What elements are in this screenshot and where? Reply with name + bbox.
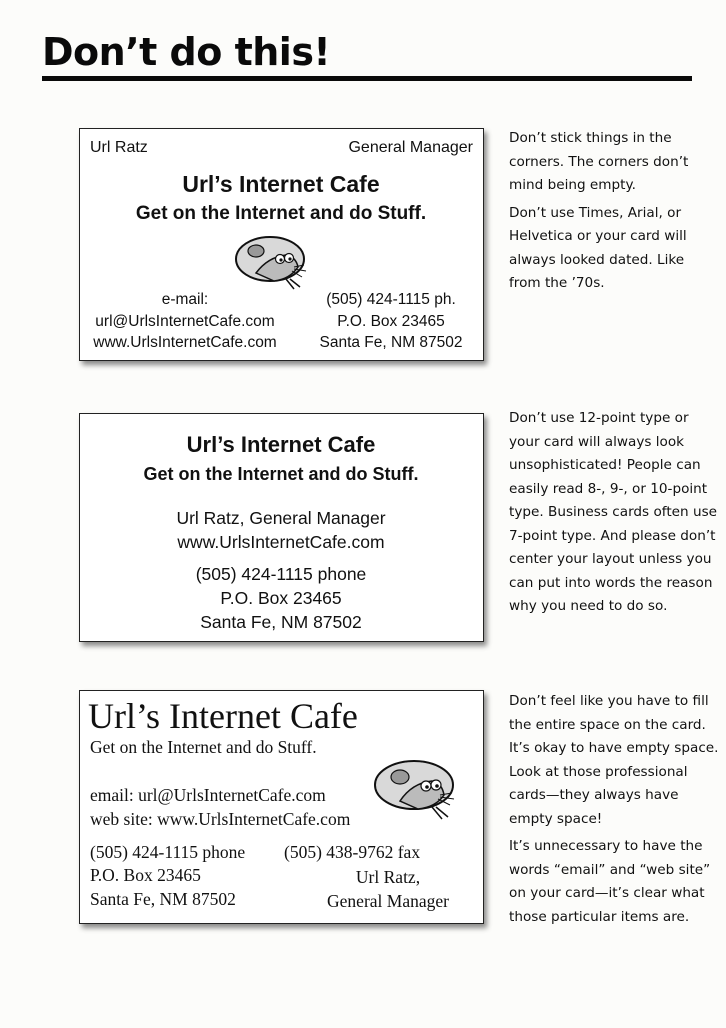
note1-paragraph-1: Don’t stick things in the corners. The corners don’t mind being empty. bbox=[509, 130, 689, 193]
note-3 bbox=[509, 690, 719, 933]
card3-tagline: Get on the Internet and do Stuff. bbox=[90, 737, 317, 757]
note3-paragraph-1: Don’t feel like you have to fill the entire space on the card. It’s okay to have empty space. Look at those professional cards—they always have empty space! bbox=[509, 693, 719, 827]
card3-website: web site: www.UrlsInternetCafe.com bbox=[90, 809, 351, 829]
card1-name: Url Ratz bbox=[90, 139, 148, 156]
card3-email: email: url@UrlsInternetCafe.com bbox=[90, 785, 326, 805]
card3-city: Santa Fe, NM 87502 bbox=[90, 889, 236, 909]
rat-logo-icon bbox=[234, 229, 316, 297]
card1-role: General Manager bbox=[348, 139, 473, 156]
card2-city: Santa Fe, NM 87502 bbox=[200, 612, 362, 632]
card2-company: Url’s Internet Cafe bbox=[186, 432, 376, 457]
card1-email-label: e-mail: bbox=[161, 291, 209, 308]
card3-po-box: P.O. Box 23465 bbox=[90, 865, 201, 885]
card1-website: www.UrlsInternetCafe.com bbox=[93, 334, 277, 351]
card1-po-box: P.O. Box 23465 bbox=[337, 313, 445, 330]
note2-paragraph-1: Don’t use 12-point type or your card will always look unsophisticated! People can easily read 8-, 9-, or 10-point type. Business cards often use 7-point type. And please don’t center your layout unless you can put into words the reason why you need to do so. bbox=[509, 410, 718, 614]
card2-website: www.UrlsInternetCafe.com bbox=[177, 532, 385, 552]
card3-fax: (505) 438-9762 fax bbox=[284, 842, 421, 862]
card2-name-role: Url Ratz, General Manager bbox=[176, 508, 386, 528]
card3-company: Url’s Internet Cafe bbox=[88, 696, 358, 736]
business-card-3 bbox=[79, 690, 484, 924]
rat-logo-icon bbox=[374, 755, 466, 827]
card3-role: General Manager bbox=[327, 891, 449, 911]
card2-tagline: Get on the Internet and do Stuff. bbox=[143, 464, 419, 484]
page-title: Don’t do this! bbox=[42, 30, 331, 74]
note-2 bbox=[509, 407, 719, 623]
business-card-2 bbox=[79, 413, 484, 642]
note3-paragraph-2: It’s unnecessary to have the words “email” and “web site” on your card—it’s clear what those particular items are. bbox=[509, 838, 711, 925]
card3-phone: (505) 424-1115 phone bbox=[90, 842, 246, 862]
note1-paragraph-2: Don’t use Times, Arial, or Helvetica or your card will always looked dated. Like from the ’70s. bbox=[509, 204, 687, 291]
note-1 bbox=[509, 127, 719, 300]
card1-company: Url’s Internet Cafe bbox=[182, 171, 380, 197]
card1-city: Santa Fe, NM 87502 bbox=[319, 334, 463, 351]
title-rule bbox=[42, 76, 692, 81]
card1-email: url@UrlsInternetCafe.com bbox=[95, 313, 275, 330]
card2-phone: (505) 424-1115 phone bbox=[195, 564, 367, 584]
card1-tagline: Get on the Internet and do Stuff. bbox=[135, 203, 427, 224]
card3-name: Url Ratz, bbox=[355, 867, 421, 887]
business-card-1 bbox=[79, 128, 484, 361]
card2-po-box: P.O. Box 23465 bbox=[220, 588, 342, 608]
card1-phone: (505) 424-1115 ph. bbox=[326, 291, 456, 308]
